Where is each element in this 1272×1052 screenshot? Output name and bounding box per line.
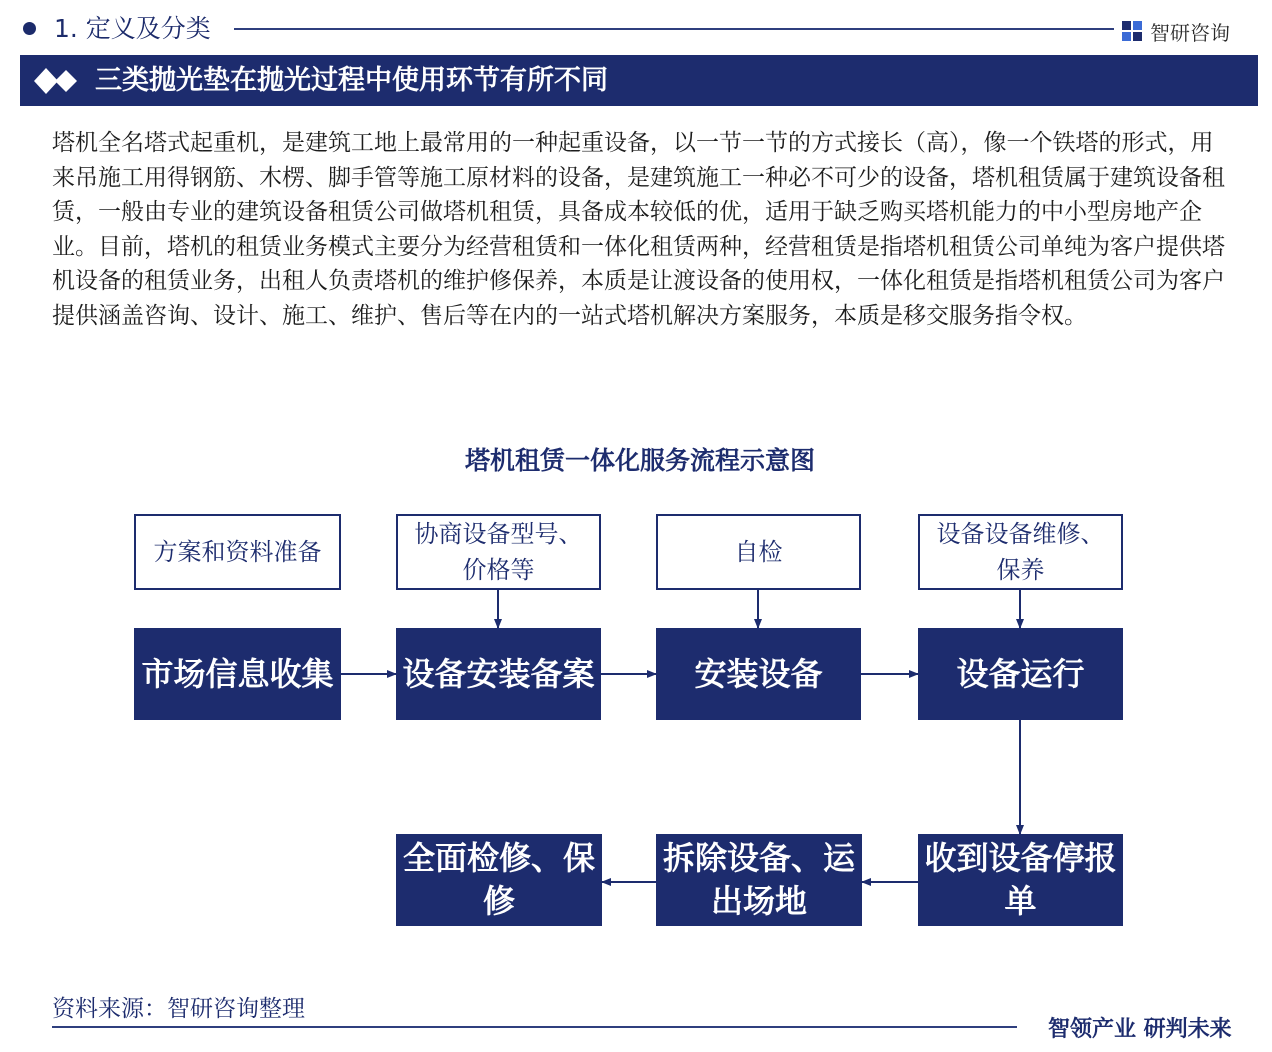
footer-slogan: 智领产业 研判未来 <box>1048 1017 1232 1042</box>
footer-divider <box>52 1026 1017 1028</box>
step-market-info: 市场信息收集 <box>134 628 341 720</box>
note-maintenance: 设备设备维修、保养 <box>918 514 1123 590</box>
banner-title: 三类抛光垫在抛光过程中使用环节有所不同 <box>95 65 608 96</box>
step-overhaul: 全面检修、保修 <box>396 834 602 926</box>
step-operation: 设备运行 <box>918 628 1123 720</box>
step-stop-report: 收到设备停报单 <box>918 834 1123 926</box>
note-self-check: 自检 <box>656 514 861 590</box>
step-install-filing: 设备安装备案 <box>396 628 601 720</box>
note-negotiate: 协商设备型号、价格等 <box>396 514 601 590</box>
step-install: 安装设备 <box>656 628 861 720</box>
section-title: 1. 定义及分类 <box>54 14 211 43</box>
note-plan-prep: 方案和资料准备 <box>134 514 341 590</box>
step-dismantle: 拆除设备、运出场地 <box>656 834 862 926</box>
source-note: 资料来源：智研咨询整理 <box>52 996 305 1022</box>
intro-paragraph: 塔机全名塔式起重机，是建筑工地上最常用的一种起重设备，以一节一节的方式接长（高），像一个铁塔的形式，用来吊施工用得钢筋、木楞、脚手管等施工原材料的设备，是建筑施工一种必不可少的设备，塔机租赁属于建筑设备租赁，一般由专业的建筑设备租赁公司做塔机租赁，具备成本较低的优，适用于缺乏购买塔机能力的中小型房地产企业。目前，塔机的租赁业务模式主要分为经营租赁和一体化租赁两种，经营租赁是指塔机租赁公司单纯为客户提供塔机设备的租赁业务，出租人负责塔机的维护修保养，本质是让渡设备的使用权，一体化租赁是指塔机租赁公司为客户提供涵盖咨询、设计、施工、维护、售后等在内的一站式塔机解决方案服务，本质是移交服务指令权。 <box>52 130 1225 329</box>
diagram-title: 塔机租赁一体化服务流程示意图 <box>464 446 815 475</box>
brand-name: 智研咨询 <box>1150 20 1230 45</box>
